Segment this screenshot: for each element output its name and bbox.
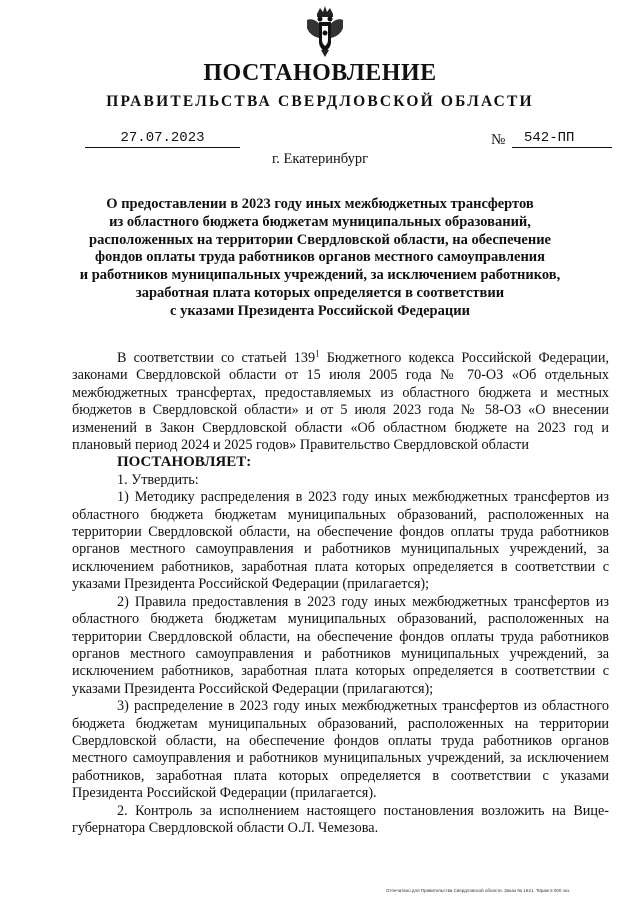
item-paragraph: 2. Контроль за исполнением настоящего постановления возложить на Вице-губернатора Свердловской области О.Л. Чемезова.: [72, 802, 609, 836]
article-superscript: 1: [315, 348, 320, 359]
document-subject: [70, 196, 570, 321]
subject-line: с указами Президента Российской Федерации: [170, 302, 470, 319]
preamble-start: В соответствии со статьей 139: [117, 350, 316, 366]
subject-line: из областного бюджета бюджетам муниципальных образований,: [109, 213, 531, 230]
subject-line: расположенных на территории Свердловской области, на обеспечение: [89, 231, 551, 248]
subject-line: фондов оплаты труда работников органов местного самоуправления: [94, 249, 546, 266]
document-body: [72, 350, 609, 837]
subject-line: О предоставлении в 2023 году иных межбюджетных трансфертов: [106, 196, 534, 212]
coat-of-arms-emblem: [303, 4, 347, 58]
document-number: 542-ПП: [512, 130, 612, 148]
document-date: 27.07.2023: [85, 130, 240, 148]
item-paragraph: 1. Утвердить:: [117, 471, 199, 488]
preamble-paragraph: [72, 350, 609, 454]
item-paragraph: 3) распределение в 2023 году иных межбюджетных трансфертов из областного бюджета бюджетам муниципальных образований, расположенных на территории Свердловской области, на обеспечение фондов оплаты труда работников органов местного самоуправления и работников муниципальных учреждений, за исключением работников, заработная плата которых определяется в соответствии с указами Президента Российской Федерации (прилагается).: [72, 698, 609, 802]
preamble-rest: Бюджетного кодекса Российской Федерации, законами Свердловской области от 15 июля 2005 года № 70-ОЗ «Об отдельных межбюджетных трансфертах, предоставляемых из областного бюджета и местных бюджетов в Свердловской области» и от 5 июля 2023 года № 58-ОЗ «О внесении изменений в Закон Свердловской области «Об областном бюджете на 2023 год и плановый период 2024 и 2025 годов» Правительство Свердловской области: [72, 350, 609, 454]
document-title: ПОСТАНОВЛЕНИЕ: [203, 60, 437, 86]
issuer-name: ПРАВИТЕЛЬСТВА СВЕРДЛОВСКОЙ ОБЛАСТИ: [106, 93, 534, 110]
item-paragraph: 1) Методику распределения в 2023 году иных межбюджетных трансфертов из областного бюджета бюджетам муниципальных образований, расположенных на территории Свердловской области, на обеспечение фондов оплаты труда работников органов местного самоуправления и работников муниципальных учреждений, за исключением работников, заработная плата которых определяется в соответствии с указами Президента Российской Федерации (прилагается);: [72, 489, 609, 593]
subject-line: заработная плата которых определяется в соответствии: [135, 284, 505, 301]
resolve-heading: ПОСТАНОВЛЯЕТ:: [117, 454, 252, 471]
subject-line: и работников муниципальных учреждений, за исключением работников,: [79, 267, 561, 284]
print-footer: Отпечатано для Правительства Свердловской области. Заказ № 1621. Тираж 5 000 экз.: [386, 888, 571, 893]
item-paragraph: 2) Правила предоставления в 2023 году иных межбюджетных трансфертов из областного бюджета бюджетам муниципальных образований, расположенных на территории Свердловской области, на обеспечение фондов оплаты труда работников органов местного самоуправления и работников муниципальных учреждений, за исключением работников, заработная плата которых определяется в соответствии с указами Президента Российской Федерации (прилагаются);: [72, 593, 609, 697]
number-sign: №: [491, 132, 506, 148]
city-line: г. Екатеринбург: [271, 151, 369, 167]
